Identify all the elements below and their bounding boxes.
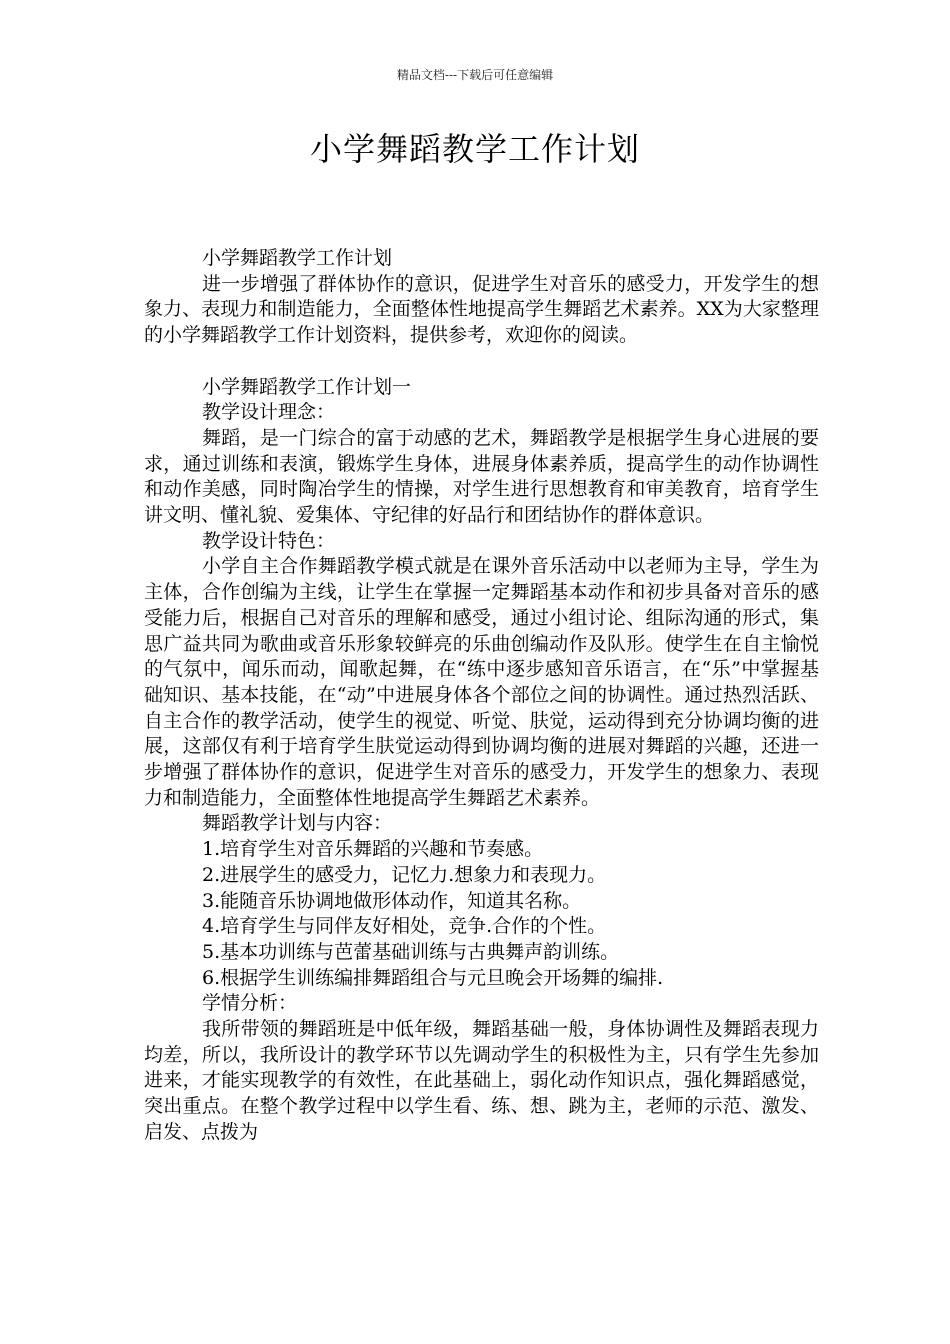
paragraph-learner-analysis: 我所带领的舞蹈班是中低年级，舞蹈基础一般，身体协调性及舞蹈表现力均差，所以，我所设计的教学环节以先调动学生的积极性为主，只有学生先参加进来，才能实现教学的有效性，在此基础上，弱化动作知识点，强化舞蹈感觉，突出重点。在整个教学过程中以学生看、练、想、跳为主，老师的示范、激发、启发、点拨为 [144,1018,819,1143]
heading-design-concept: 教学设计理念： [202,401,336,424]
paragraph-intro: 进一步增强了群体协作的意识，促进学生对音乐的感受力，开发学生的想象力、表现力和制造能力，全面整体性地提高学生舞蹈艺术素养。XX为大家整理的小学舞蹈教学工作计划资料，提供参考，欢迎你的阅读。 [144,272,819,347]
list-item: 5.基本功训练与芭蕾基础训练与古典舞声韵训练。 [202,940,620,963]
paragraph-design-concept: 舞蹈，是一门综合的富于动感的艺术，舞蹈教学是根据学生身心进展的要求，通过训练和表演，锻炼学生身体，进展身体素养质，提高学生的动作协调性和动作美感，同时陶冶学生的情操，对学生进行思想教育和审美教育，培育学生讲文明、懂礼貌、爱集体、守纪律的好品行和团结协作的群体意识。 [144,426,819,527]
blank-line [144,349,819,375]
heading-plan-content: 舞蹈教学计划与内容： [202,812,393,835]
document-title: 小学舞蹈教学工作计划 [309,130,640,168]
list-item: 3.能随音乐协调地做形体动作，知道其名称。 [202,889,582,912]
document-body [144,246,819,1146]
heading-learner-analysis: 学情分析： [202,992,298,1015]
paragraph-subtitle: 小学舞蹈教学工作计划 [202,247,393,269]
page-header: 精品文档---下载后可任意编辑 [396,68,554,82]
list-item: 2.进展学生的感受力，记忆力.想象力和表现力。 [202,863,607,886]
list-item: 6.根据学生训练编排舞蹈组合与元旦晚会开场舞的编排. [202,966,664,989]
paragraph-design-features: 小学自主合作舞蹈教学模式就是在课外音乐活动中以老师为主导，学生为主体，合作创编为主线，让学生在掌握一定舞蹈基本动作和初步具备对音乐的感受能力后，根据自己对音乐的理解和感受，通过小组讨论、组际沟通的形式，集思广益共同为歌曲或音乐形象较鲜亮的乐曲创编动作及队形。使学生在自主愉悦的气氛中，闻乐而动，闻歌起舞，在“练中逐步感知音乐语言，在“乐”中掌握基础知识、基本技能，在“动”中进展身体各个部位之间的协调性。通过热烈活跃、自主合作的教学活动，使学生的视觉、听觉、肤觉，运动得到充分协调均衡的进展，这部仅有利于培育学生肤觉运动得到协调均衡的进展对舞蹈的兴趣，还进一步增强了群体协作的意识，促进学生对音乐的感受力，开发学生的想象力、表现力和制造能力，全面整体性地提高学生舞蹈艺术素养。 [144,555,819,809]
heading-design-features: 教学设计特色： [202,529,336,552]
list-item: 4.培育学生与同伴友好相处，竞争.合作的个性。 [202,915,607,938]
section-heading-plan-one: 小学舞蹈教学工作计划一 [202,375,412,398]
list-item: 1.培育学生对音乐舞蹈的兴趣和节奏感。 [202,838,544,861]
